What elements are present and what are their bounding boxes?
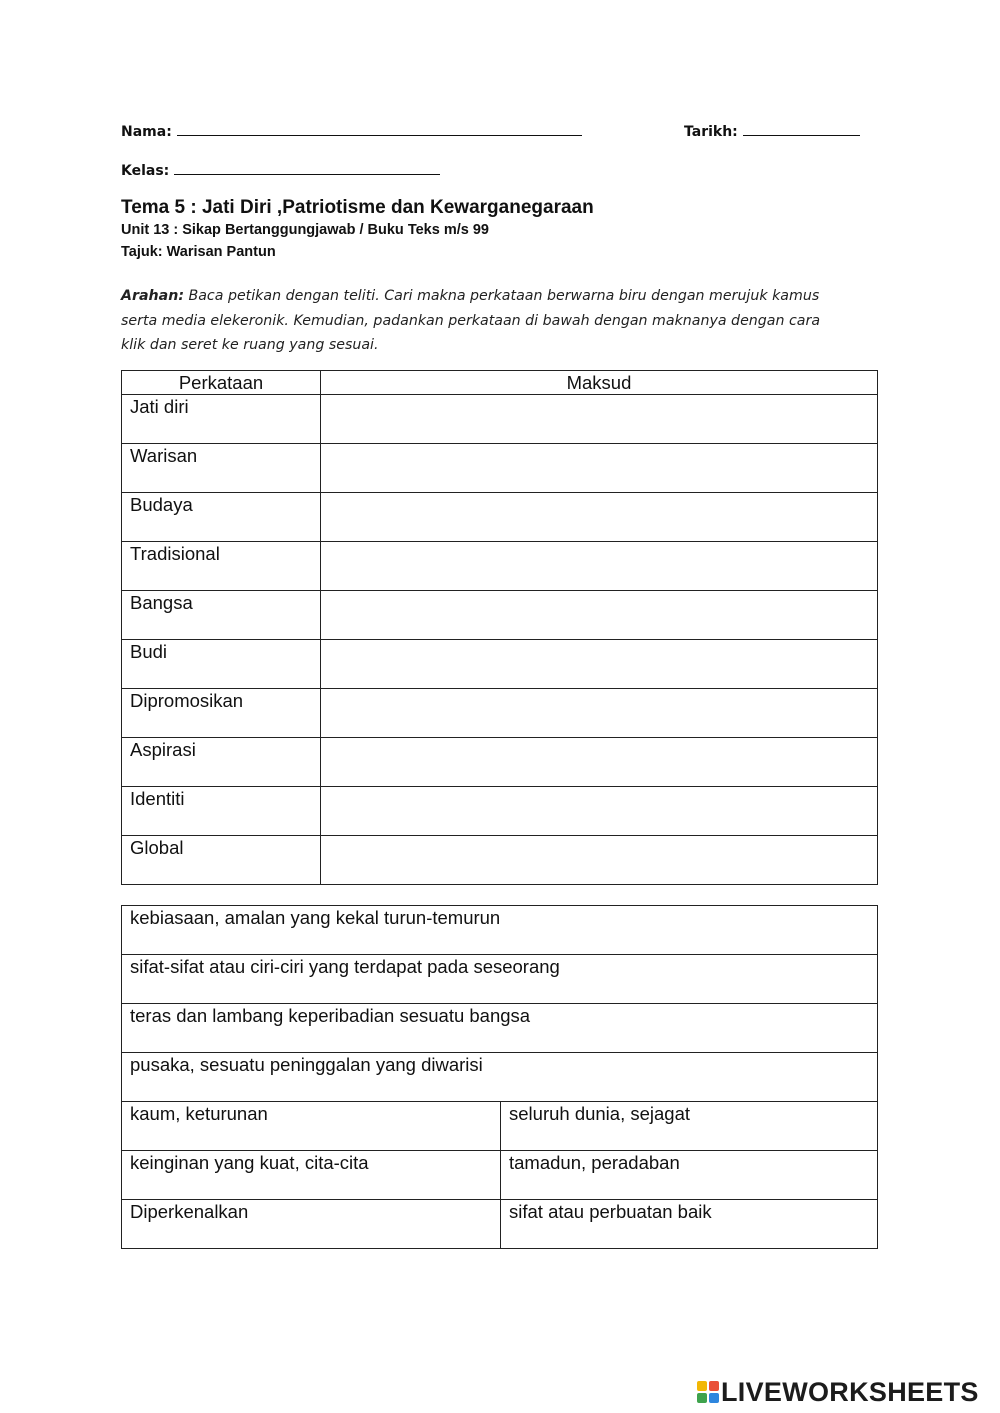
draggable-answer[interactable]: seluruh dunia, sejagat (501, 1102, 878, 1151)
liveworksheets-logo (697, 1377, 979, 1408)
answer-drop-zone[interactable] (321, 640, 878, 689)
instructions (121, 284, 881, 358)
table-row (122, 493, 878, 542)
matching-table-header (122, 371, 878, 395)
answer-drop-zone[interactable] (321, 493, 878, 542)
draggable-answer[interactable]: kebiasaan, amalan yang kekal turun-temurun (122, 906, 878, 955)
header-perkataan: Perkataan (122, 371, 321, 395)
answer-drop-zone[interactable] (321, 689, 878, 738)
answer-drop-zone[interactable] (321, 738, 878, 787)
date-label: Tarikh: (684, 124, 738, 140)
answer-drop-zone[interactable] (321, 395, 878, 444)
word-cell: Tradisional (122, 542, 321, 591)
date-field (684, 121, 860, 140)
topic-subtitle: Tajuk: Warisan Pantun (121, 244, 276, 260)
draggable-answer[interactable]: teras dan lambang keperibadian sesuatu bangsa (122, 1004, 878, 1053)
word-cell: Dipromosikan (122, 689, 321, 738)
table-row (122, 542, 878, 591)
table-row (122, 444, 878, 493)
word-cell: Global (122, 836, 321, 885)
class-field (121, 160, 440, 179)
instruction-line-2: serta media elekeronik. Kemudian, padankan perkataan di bawah dengan maknanya dengan cara (121, 312, 821, 329)
table-row (122, 689, 878, 738)
class-label: Kelas: (121, 163, 170, 179)
table-row (122, 1004, 878, 1053)
logo-square-yellow (697, 1381, 707, 1391)
answer-drop-zone[interactable] (321, 787, 878, 836)
word-cell: Aspirasi (122, 738, 321, 787)
table-row (122, 395, 878, 444)
name-label: Nama: (121, 124, 172, 140)
word-cell: Jati diri (122, 395, 321, 444)
word-cell: Budi (122, 640, 321, 689)
table-row (122, 787, 878, 836)
table-row (122, 738, 878, 787)
logo-square-green (697, 1393, 707, 1403)
draggable-answer[interactable]: keinginan yang kuat, cita-cita (122, 1151, 501, 1200)
word-cell: Warisan (122, 444, 321, 493)
draggable-answer[interactable]: kaum, keturunan (122, 1102, 501, 1151)
table-row (122, 836, 878, 885)
word-cell: Identiti (122, 787, 321, 836)
class-blank (174, 160, 440, 175)
name-blank (177, 121, 582, 136)
answer-drop-zone[interactable] (321, 542, 878, 591)
table-row (122, 1053, 878, 1102)
table-row (122, 591, 878, 640)
logo-text: LIVEWORKSHEETS (721, 1377, 979, 1407)
instruction-line-3: klik dan seret ke ruang yang sesuai. (121, 337, 379, 353)
table-row (122, 955, 878, 1004)
name-field (121, 121, 582, 140)
logo-square-red (709, 1381, 719, 1391)
answer-drop-zone[interactable] (321, 444, 878, 493)
word-cell: Budaya (122, 493, 321, 542)
answer-drop-zone[interactable] (321, 591, 878, 640)
header-maksud: Maksud (321, 371, 878, 395)
logo-square-blue (709, 1393, 719, 1403)
instruction-label: Arahan: (121, 288, 184, 304)
draggable-answer[interactable]: sifat-sifat atau ciri-ciri yang terdapat pada seseorang (122, 955, 878, 1004)
unit-subtitle: Unit 13 : Sikap Bertanggungjawab / Buku Teks m/s 99 (121, 222, 489, 238)
matching-table (121, 370, 878, 885)
draggable-answer[interactable]: pusaka, sesuatu peninggalan yang diwarisi (122, 1053, 878, 1102)
table-row (122, 1200, 878, 1249)
draggable-answer[interactable]: Diperkenalkan (122, 1200, 501, 1249)
table-row (122, 1102, 878, 1151)
draggable-answer[interactable]: tamadun, peradaban (501, 1151, 878, 1200)
liveworksheets-logo-icon (697, 1381, 719, 1403)
table-row (122, 640, 878, 689)
page-title: Tema 5 : Jati Diri ,Patriotisme dan Kewarganegaraan (121, 197, 594, 218)
date-blank (743, 121, 860, 136)
word-cell: Bangsa (122, 591, 321, 640)
table-row (122, 906, 878, 955)
instruction-line-1: Baca petikan dengan teliti. Cari makna perkataan berwarna biru dengan merujuk kamus (184, 288, 820, 304)
table-row (122, 1151, 878, 1200)
answer-drop-zone[interactable] (321, 836, 878, 885)
answer-bank-table (121, 905, 878, 1249)
draggable-answer[interactable]: sifat atau perbuatan baik (501, 1200, 878, 1249)
